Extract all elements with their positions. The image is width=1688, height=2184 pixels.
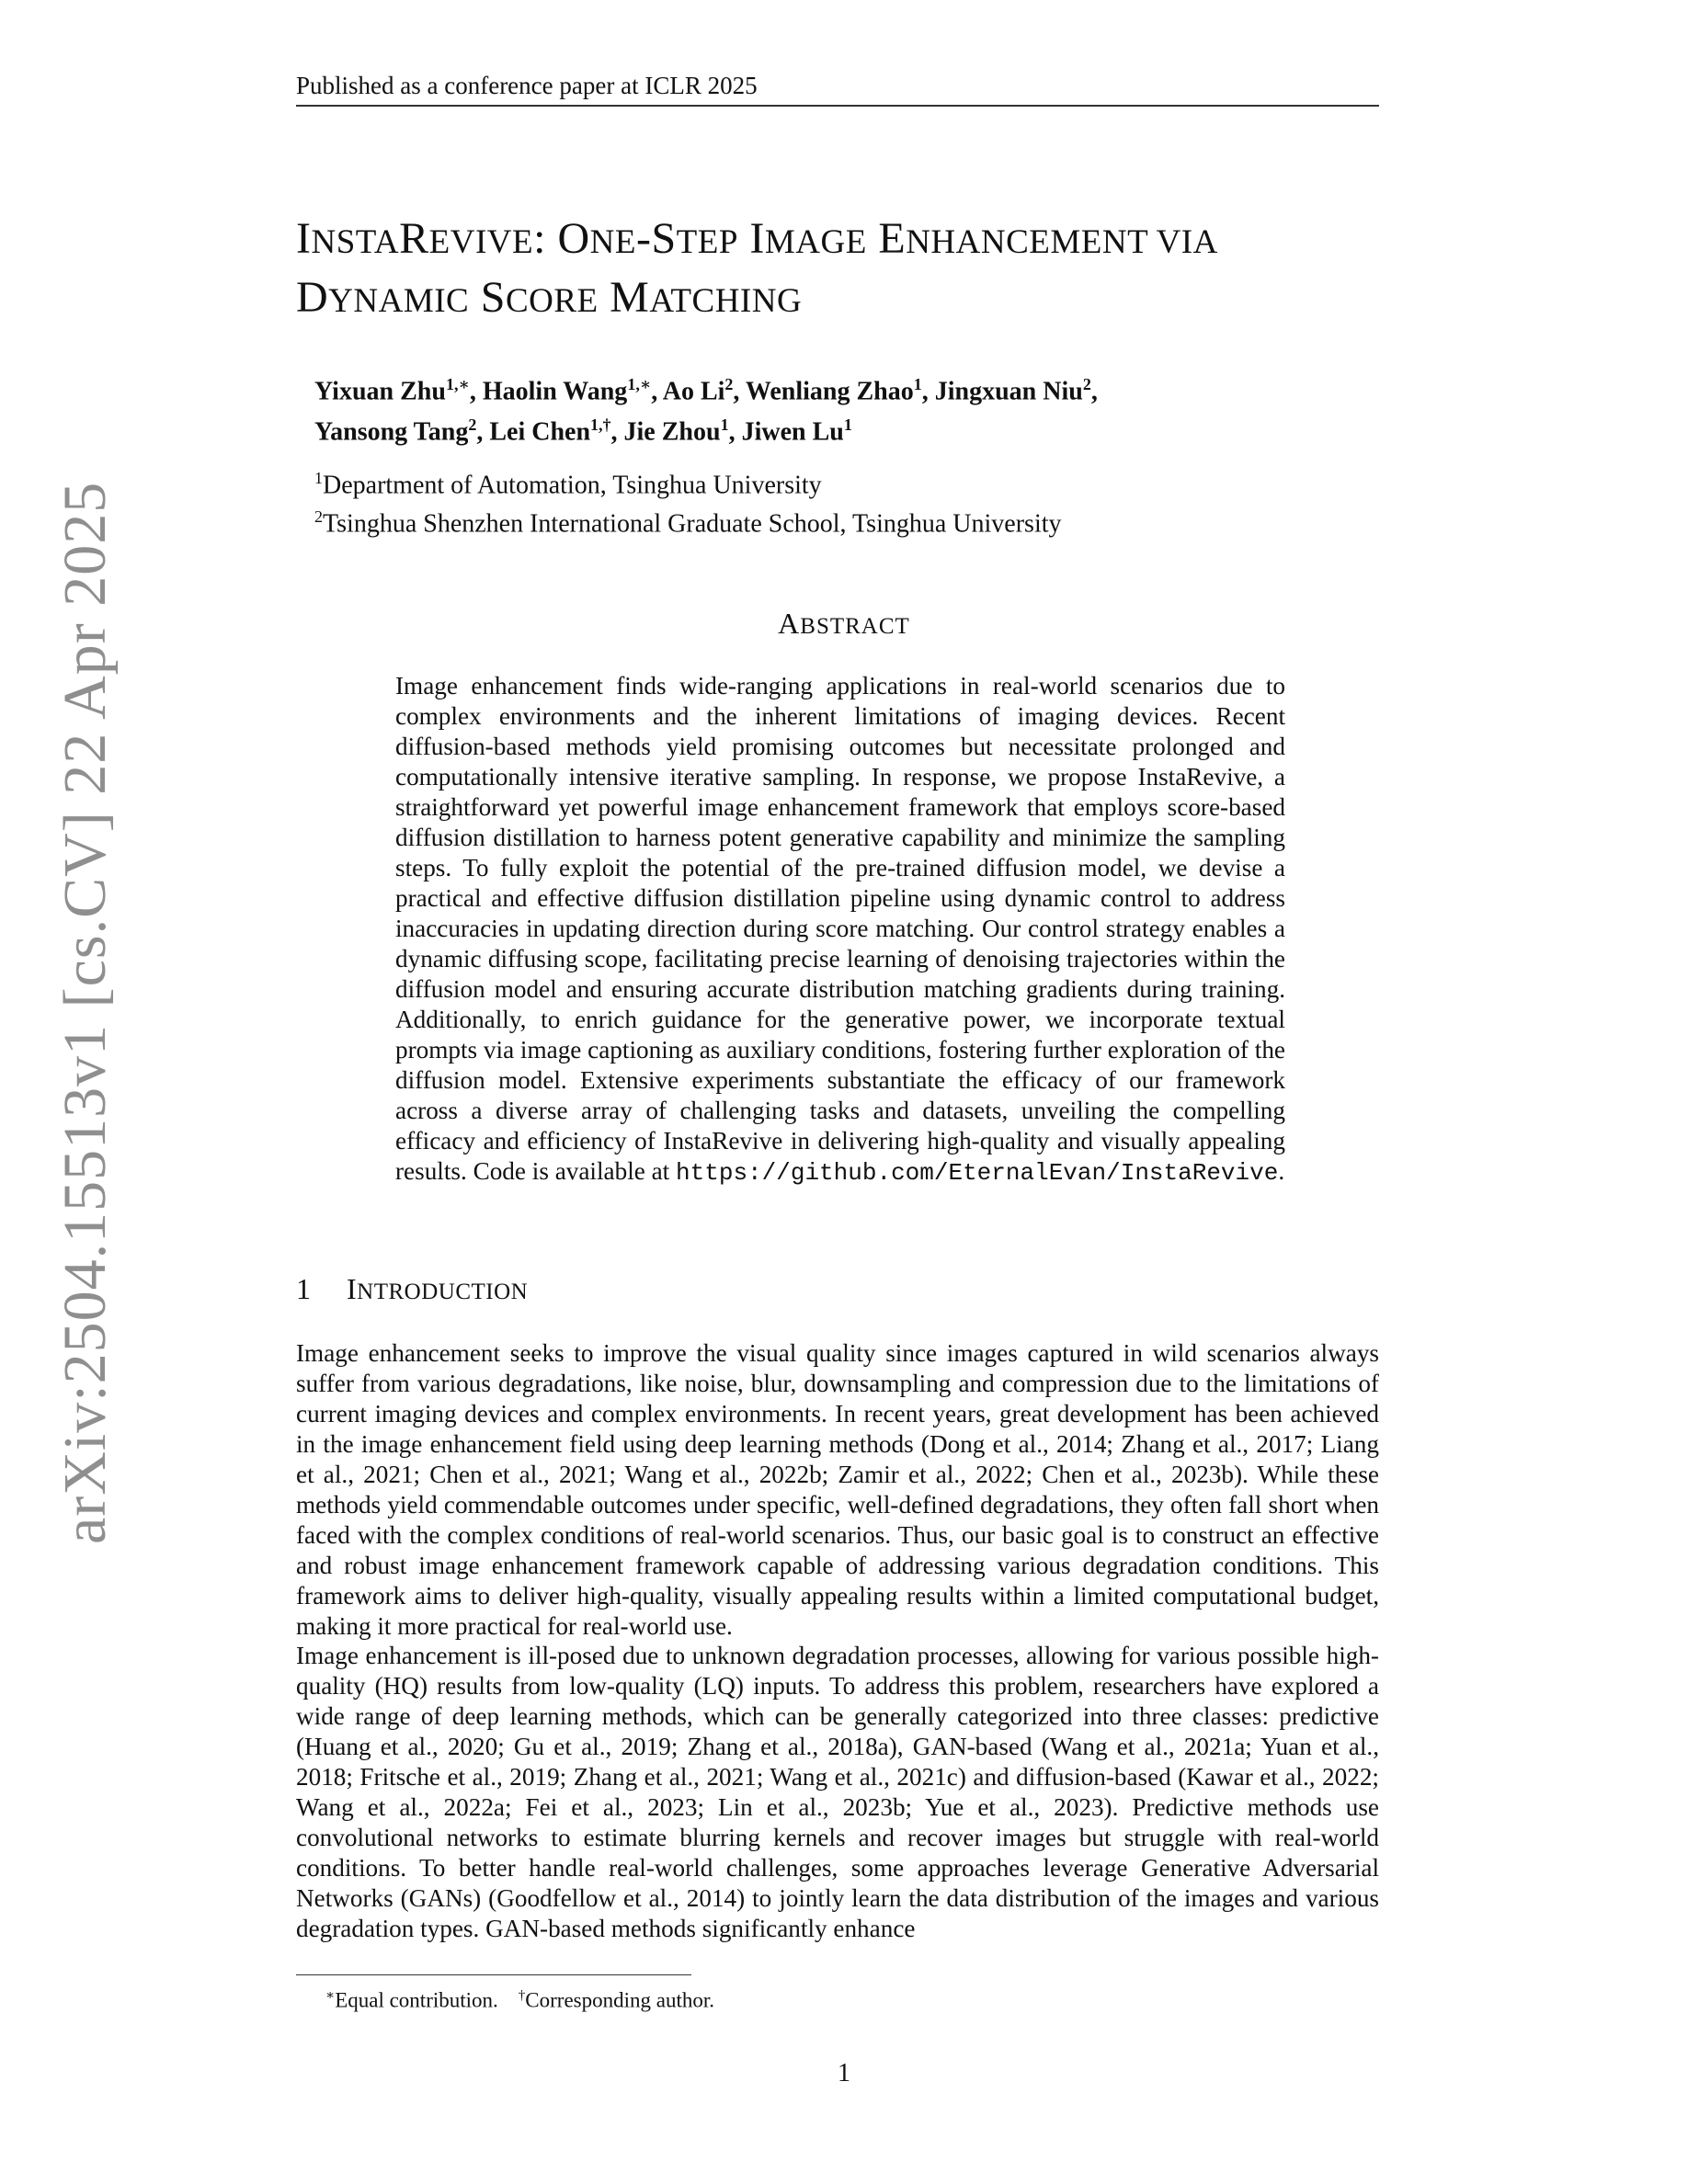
author-affil-mark: 1,† [590,415,611,435]
author-affil-mark: 1 [913,375,922,393]
title-cap: I [296,214,312,263]
title-sc: YNAMIC [328,282,470,320]
author-sep: , [733,377,746,406]
abstract-body [395,671,1285,1189]
author-affil-mark: 1,∗ [627,375,652,393]
author-affil-mark: 2 [468,415,477,435]
section-heading-introduction [296,1272,528,1306]
author-affil-mark: 1 [720,415,729,435]
title-sc: ATCHING [649,282,803,320]
author-list [314,368,1326,449]
title-cap: R [399,214,429,263]
author-name: Haolin Wang [482,377,628,406]
author-sep: , [1090,377,1098,406]
author-sep: , [610,417,624,447]
affiliations [314,462,1326,540]
running-head: Published as a conference paper at ICLR 2025 [296,70,1379,107]
page-number: 1 [838,2059,850,2087]
affiliation-mark: 1 [314,469,323,487]
body-paragraph: Image enhancement seeks to improve the visual quality since images captured in wild scenarios always suffer from various degradations, like noise, blur, downsampling and compression due to the limitations of current imaging devices and complex environments. In recent years, great development has been achieved in the image enhancement field using deep learning methods (Dong et al., 2014; Zhang et al., 2017; Liang et al., 2021; Chen et al., 2021; Wang et al., 2022b; Zamir et al., 2022; Chen et al., 2023b). While these methods yield commendable outcomes under specific, well-defined degradations, they often fall short when faced with the complex conditions of real-world scenarios. Thus, our basic goal is to construct an effective and robust image enhancement framework capable of addressing various degradation conditions. This framework aims to deliver high-quality, visually appealing results within a limited computational budget, making it more practical for real-world use. [296,1339,1379,1640]
affiliation [314,501,1326,540]
author-sep: , [651,377,663,406]
title-cap: E [866,214,907,263]
author-name: Jiwen Lu [741,417,844,447]
title-sc: MAGE [764,223,867,261]
abstract-heading-cap: A [778,607,801,640]
title-cap: M [598,273,650,322]
abstract-end: . [1278,1157,1285,1185]
title-line-1 [296,211,1399,270]
section-title-cap: I [347,1272,358,1305]
author-sep: , [476,417,490,447]
author-name: Ao Li [662,377,725,406]
author-sep: , [728,417,742,447]
abstract-heading-sc: BSTRACT [800,614,910,639]
title-cap: S [469,273,506,322]
title-cap: D [296,273,329,322]
author-affil-mark: 1 [843,415,852,435]
footnote-mark: † [518,1988,526,2003]
title-sc: NE [589,223,636,261]
abstract-heading [0,607,1688,641]
affiliation-mark: 2 [314,507,323,527]
title-line-2 [296,270,1399,329]
section-title-sc: NTRODUCTION [357,1280,529,1304]
body-paragraph: Image enhancement is ill-posed due to unknown degradation processes, allowing for various possible high-quality (HQ) results from low-quality (LQ) inputs. To address this problem, researchers have explored a wide range of deep learning methods, which can be generally categorized into three classes: predictive (Huang et al., 2020; Gu et al., 2019; Zhang et al., 2018a), GAN-based (Wang et al., 2021a; Yuan et al., 2018; Fritsche et al., 2019; Zhang et al., 2021; Wang et al., 2021c) and diffusion-based (Kawar et al., 2022; Wang et al., 2022a; Fei et al., 2023; Lin et al., 2023b; Yue et al., 2023). Predictive methods use convolutional networks to estimate blurring kernels and recover images but struggle with real-world conditions. To better handle real-world challenges, some approaches leverage Generative Adversarial Networks (GANs) (Goodfellow et al., 2014) to jointly learn the data distribution of the images and various degradation types. GAN-based methods significantly enhance [296,1642,1379,1942]
author-name: Jingxuan Niu [934,377,1083,406]
abstract-text: Image enhancement finds wide-ranging applications in real-world scenarios due to complex environments and the inherent limitations of imaging devices. Recent diffusion-based methods yield promising outcomes but necessitate prolonged and computationally intensive iterative sampling. In response, we propose InstaRevive, a straightforward yet powerful image enhancement framework that employs score-based diffusion distillation to harness potent generative capability and minimize the sampling steps. To fully exploit the potential of the pre-trained diffusion model, we devise a practical and effective diffusion distillation pipeline using dynamic control to address inaccuracies in updating direction during score matching. Our control strategy enables a dynamic diffusing scope, facilitating precise learning of denoising trajectories within the diffusion model and ensuring accurate distribution matching gradients during training. Additionally, to enrich guidance for the generative power, we incorporate textual prompts via image captioning as auxiliary conditions, fostering further exploration of the diffusion model. Extensive experiments substantiate the efficacy of our framework across a diverse array of challenging tasks and datasets, unveiling the compelling efficacy and efficiency of InstaRevive in delivering high-quality and visually appealing results. Code is available at [395,672,1285,1185]
code-link[interactable]: https://github.com/EternalEvan/InstaRevive [676,1159,1279,1187]
affiliation [314,462,1326,501]
author-sep: , [921,377,935,406]
author-affil-mark: 1,∗ [445,375,470,393]
section-number: 1 [296,1272,312,1305]
author-sep: , [469,377,483,406]
footnote-mark: ∗ [325,1988,336,2003]
title-cap: : O [533,214,590,263]
author-affil-mark: 2 [1082,375,1091,393]
footnote-text: Equal contribution. [335,1988,498,2012]
affiliation-text: Tsinghua Shenzhen International Graduate School, Tsinghua University [323,509,1062,539]
footnote-text: Corresponding author. [525,1988,714,2012]
title-sc: EVIVE [428,223,534,261]
title-sc: NHANCEMENT VIA [906,223,1218,261]
author-name: Wenliang Zhao [745,377,914,406]
author-name: Yixuan Zhu [314,377,446,406]
title-cap: I [737,214,765,263]
paper-title [296,211,1399,329]
author-line-1 [314,368,1326,408]
author-affil-mark: 2 [724,375,734,393]
title-sc: TEP [676,223,738,261]
footnotes [325,1982,714,2015]
author-line-2 [314,408,1326,449]
author-name: Jie Zhou [623,417,721,447]
title-sc: CORE [505,282,599,320]
arxiv-stamp: arXiv:2504.15513v1 [cs.CV] 22 Apr 2025 [51,481,119,1544]
affiliation-text: Department of Automation, Tsinghua University [323,471,822,500]
author-name: Lei Chen [489,417,591,447]
title-cap: -S [635,214,677,263]
title-sc: NSTA [311,223,400,261]
author-name: Yansong Tang [314,417,469,447]
footnote-rule [296,1974,691,1975]
